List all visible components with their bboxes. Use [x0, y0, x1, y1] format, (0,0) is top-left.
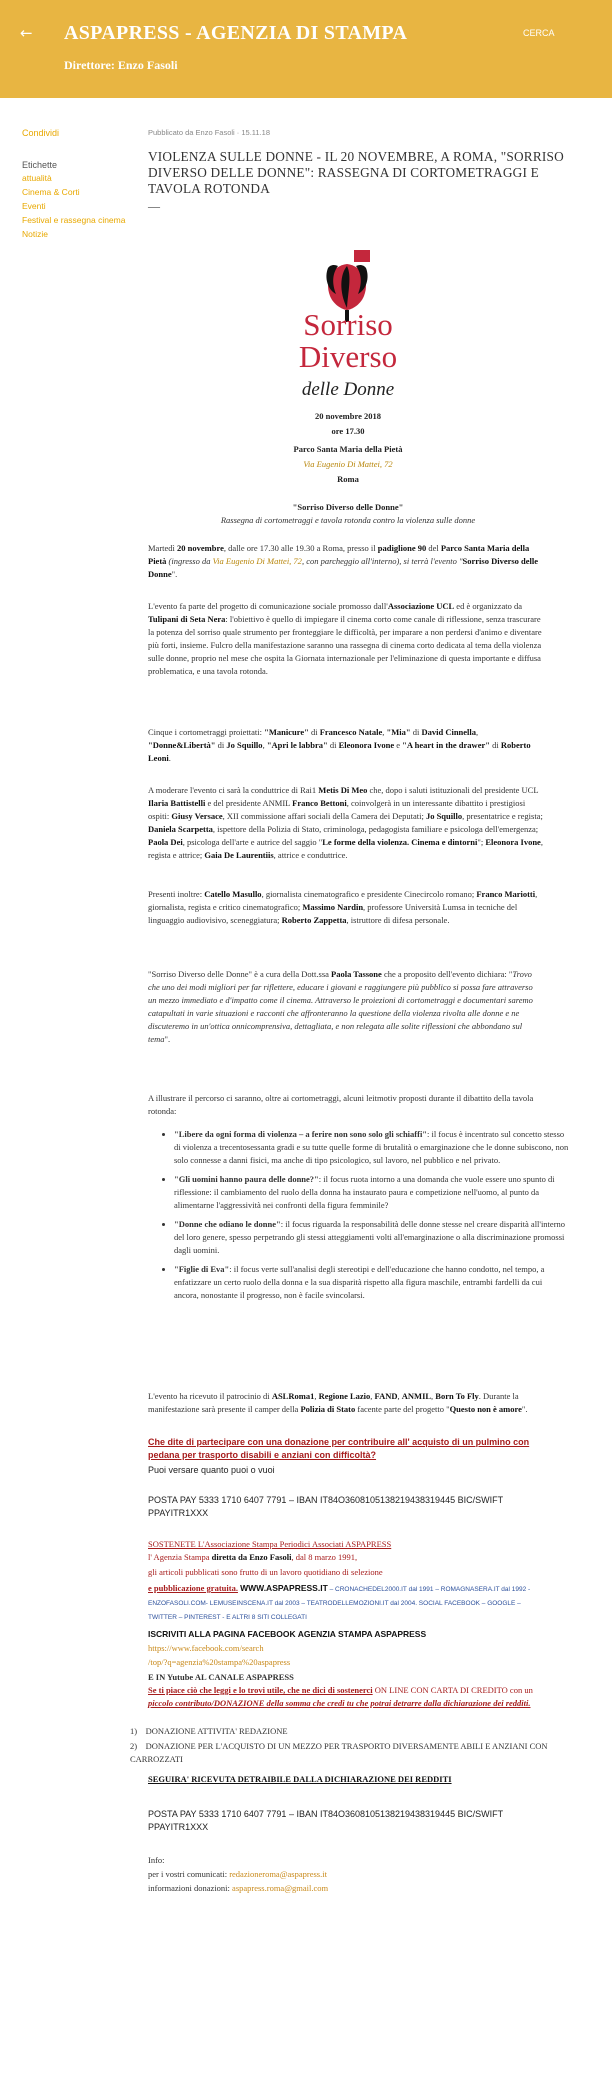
- label-link[interactable]: Eventi: [22, 201, 46, 211]
- list-item: • "Gli uomini hanno paura delle donne?": il focus ruota intorno a una domanda che vuole essere uno spunto di riflessione: il cambiamento del ruolo della donna ha instaurato paura e competizione nell'uomo, al punto da alimentarne l'aggressività nei confronti della figura femminile?: [174, 1173, 569, 1212]
- site-description: Direttore: Enzo Fasoli: [64, 58, 178, 72]
- post-title: VIOLENZA SULLE DONNE - IL 20 NOVEMBRE, A ROMA, "SORRISO DIVERSO DELLE DONNE": RASSEGNA DI CORTOMETRAGGI E TAVOLA ROTONDA: [148, 149, 564, 196]
- event-address[interactable]: Via Eugenio Di Mattei, 72: [303, 459, 393, 469]
- search-button[interactable]: CERCA: [523, 28, 555, 38]
- list-item: • "Figlie di Eva": il focus verte sull'analisi degli stereotipi e dell'educazione che hanno condotto, nel tempo, a enfatizzare un certo ruolo della donna e la sua disparità rispetto alla figura maschile, entrambi fardelli da cui ancora, nonostante il progresso, non è facile svincolarsi.: [174, 1263, 569, 1302]
- paragraph-guests: Presenti inoltre: Catello Masullo, giornalista cinematografico e presidente Cinecircolo romano; Franco Mariotti, giornalista, regista e critico cinematografico; Massimo Nardin, professore Università Lumsa in tecniche del linguaggio audiovisivo, sceneggiatura; Roberto Zappetta, istruttore di difesa personale.: [148, 889, 538, 925]
- fb-url-2[interactable]: /top/?q=agenzia%20stampa%20aspapress: [148, 1657, 291, 1667]
- logo-line-3: delle Donne: [301, 379, 395, 400]
- list-item: • "Libere da ogni forma di violenza – a ferire non sono solo gli schiaffi": il focus è incentrato sul concetto stesso di violenza a trecentosessanta gradi e su tutte quelle forme di brutalità o emarginazione che le donne subiscono, non solo connesse a danni fisici, ma anche di tipo psicologico, sul lavoro, nel pubblico e nel privato.: [174, 1128, 569, 1167]
- donation-list-item-2: 2) DONAZIONE PER L'ACQUISTO DI UN MEZZO PER TRASPORTO DIVERSAMENTE ABILI E ANZIANI CON CARROZZATI: [130, 1741, 548, 1764]
- labels-heading: Etichette: [22, 160, 58, 170]
- youtube-line: E IN Yutube AL CANALE ASPAPRESS: [148, 1672, 294, 1682]
- event-place: Parco Santa Maria della Pietà: [293, 444, 403, 454]
- sidebar: [22, 128, 142, 240]
- site-title[interactable]: ASPAPRESS - AGENZIA DI STAMPA: [64, 22, 408, 44]
- logo-line-1: Sorriso: [303, 307, 393, 342]
- sostenete-link[interactable]: SOSTENETE L'Associazione Stampa Periodici Associati ASPAPRESS: [148, 1539, 392, 1549]
- info-label: Info:: [148, 1855, 165, 1865]
- comunicati-line: per i vostri comunicati: redazioneroma@aspapress.it: [148, 1869, 327, 1879]
- donazioni-line: informazioni donazioni: aspapress.roma@gmail.com: [148, 1883, 329, 1893]
- paragraph-curator: "Sorriso Diverso delle Donne" è a cura della Dott.ssa Paola Tassone che a proposito dell'evento dichiara: "Trovo che uno dei modi migliori per far riflettere, educare i giovani e raggiungere più pubblico si possa fare attraverso un mezzo immediato e d'impatto come il cinema. Attraverso le proiezioni di cortometraggi e documentari saremo catapultati in varie situazioni e racconti che affronteranno la questione della violenza rivolta alle donne e ne discuteremo in un'ottica onnicomprensiva, dettagliata, e non relegata alle solite riflessioni che abbondano sul tema".: [148, 969, 533, 1044]
- paragraph-project: L'evento fa parte del progetto di comunicazione sociale promosso dall'Associazione UCL ed è organizzato da Tulipani di Seta Nera: l'obiettivo è quello di impiegare il cinema corto come canale di riflessione, senza trascurare la potenza del sorriso quale strumento per fronteggiare le difficoltà, per imparare a non perdersi d'animo e diventare più forti, insieme. Fulcro della manifestazione saranno una rassegna di cinema corto dedicata al tema della violenza sulle donne, proprio nel mese che ospita la Giornata internazionale per l'eliminazione di questa importante e diffusa problematica, e una tavola rotonda.: [148, 601, 542, 676]
- address-link[interactable]: Via Eugenio Di Mattei, 72: [212, 556, 302, 566]
- app-header: [0, 0, 612, 98]
- event-title: "Sorriso Diverso delle Donne": [292, 502, 404, 512]
- arrow-left-icon[interactable]: ←: [20, 24, 33, 42]
- list-item: • "Donne che odiano le donne": il focus riguarda la responsabilità delle donne stesse nel creare disparità all'interno del loro genere, spesso perpetrando gli stessi atteggiamenti volti all'emarginazione o alla discriminazione promossi dagli uomini.: [174, 1218, 569, 1257]
- fb-heading: ISCRIVITI ALLA PAGINA FACEBOOK AGENZIA STAMPA ASPAPRESS: [148, 1629, 427, 1639]
- paragraph-leitmotiv: A illustrare il percorso ci saranno, oltre ai cortometraggi, alcuni leitmotiv proposti durante il dibattito della tavola rotonda:: [148, 1093, 534, 1116]
- share-button[interactable]: Condividi: [22, 128, 60, 138]
- sites-line: e pubblicazione gratuita. WWW.ASPAPRESS.IT – CRONACHEDEL2000.IT dal 1991 – ROMAGNASERA.IT dal 1992 - ENZOFASOLI.COM- LEMUSEINSCENA.IT dal 2003 – TEATRODELLEMOZIONI.IT dal 2004. SOCIAL FACEBOOK – GOOGLE – TWITTER – PINTEREST - E ALTRI 8 SITI COLLEGATI: [148, 1583, 531, 1621]
- donation-free: Puoi versare quanto puoi o vuoi: [148, 1465, 275, 1475]
- donation-question[interactable]: Che dite di partecipare con una donazione per contribuire all' acquisto di un pulmino con pedana per trasporto disabili e anziani con difficoltà?: [148, 1437, 530, 1460]
- label-link[interactable]: Cinema & Corti: [22, 187, 80, 197]
- event-subtitle: Rassegna di cortometraggi e tavola rotonda contro la violenza sulle donne: [220, 515, 476, 525]
- donazioni-email[interactable]: aspapress.roma@gmail.com: [232, 1883, 329, 1893]
- articoli-line: gli articoli pubblicati sono frutto di un lavoro quotidiano di selezione: [148, 1567, 383, 1577]
- paragraph-moderator: A moderare l'evento ci sarà la conduttrice di Rai1 Metis Di Meo che, dopo i saluti istituzionali del presidente UCL Ilaria Battistelli e del presidente ANMIL Franco Bettoni, coinvolgerà in un interessante dibattito i prestigiosi ospiti: Giusy Versace, XII commissione affari sociali della Camera dei Deputati; Jo Squillo, presentatrice e regista; Daniela Scarpetta, ispettore della Polizia di Stato, criminologa, pedagogista familiare e psicologa dell'emergenza; Paola Dei, psicologa dell'arte e autrice del saggio "Le forme della violenza. Cinema e dintorni"; Eleonora Ivone, regista e attrice; Gaia De Laurentiis, attrice e conduttrice.: [148, 785, 543, 860]
- title-dash: —: [148, 199, 160, 213]
- support-line: Se ti piace ciò che leggi e lo trovi utile, che ne dici di sostenerci ON LINE CON CARTA DI CREDITO con un piccolo contributo/DONAZIONE della somma che credi tu che potrai detrarre dalla dichiarazione dei redditi.: [148, 1685, 533, 1708]
- event-date: 20 novembre 2018: [315, 411, 381, 421]
- ricevuta-line: SEGUIRA' RICEVUTA DETRAIBILE DALLA DICHIARAZIONE DEI REDDITI: [148, 1774, 452, 1784]
- donation-list-item-1: 1) DONAZIONE ATTIVITA' REDAZIONE: [130, 1726, 288, 1736]
- event-time: ore 17.30: [331, 426, 365, 436]
- postepay-2: POSTA PAY 5333 1710 6407 7791 – IBAN IT84O3608105138219438319445 BIC/SWIFT PPAYITR1XXX: [148, 1809, 503, 1832]
- label-link[interactable]: attualità: [22, 173, 52, 183]
- leitmotiv-list: [148, 1128, 569, 1308]
- label-link[interactable]: Festival e rassegna cinema: [22, 215, 126, 225]
- event-city: Roma: [337, 474, 359, 484]
- paragraph-shorts: Cinque i cortometraggi proiettati: "Manicure" di Francesco Natale, "Mia" di David Cinnella, "Donne&Libertà" di Jo Squillo, "Apri le labbra" di Eleonora Ivone e "A heart in the drawer" di Roberto Leoni.: [148, 727, 531, 763]
- postepay-1: POSTA PAY 5333 1710 6407 7791 – IBAN IT84O3608105138219438319445 BIC/SWIFT PPAYITR1XXX: [148, 1495, 503, 1518]
- comunicati-email[interactable]: redazioneroma@aspapress.it: [229, 1869, 327, 1879]
- post-body: [130, 128, 578, 1893]
- logo-line-2: Diverso: [298, 339, 398, 374]
- post-meta: Pubblicato da Enzo Fasoli · 15.11.18: [148, 128, 271, 137]
- fb-url-1[interactable]: https://www.facebook.com/search: [148, 1643, 264, 1653]
- paragraph-intro: Martedì 20 novembre, dalle ore 17.30 alle 19.30 a Roma, presso il padiglione 90 del Parco Santa Maria della Pietà (ingresso da Via Eugenio Di Mattei, 72, con parcheggio all'interno), si terrà l'evento "Sorriso Diverso delle Donne".: [148, 543, 539, 579]
- agenzia-line: l' Agenzia Stampa diretta da Enzo Fasoli, dal 8 marzo 1991,: [148, 1552, 358, 1562]
- label-link[interactable]: Notizie: [22, 229, 48, 239]
- paragraph-patronage: L'evento ha ricevuto il patrocinio di ASLRoma1, Regione Lazio, FAND, ANMIL, Born To Fly. Durante la manifestazione sarà presente il camper della Polizia di Stato facente parte del progetto "Questo non è amore".: [148, 1391, 528, 1414]
